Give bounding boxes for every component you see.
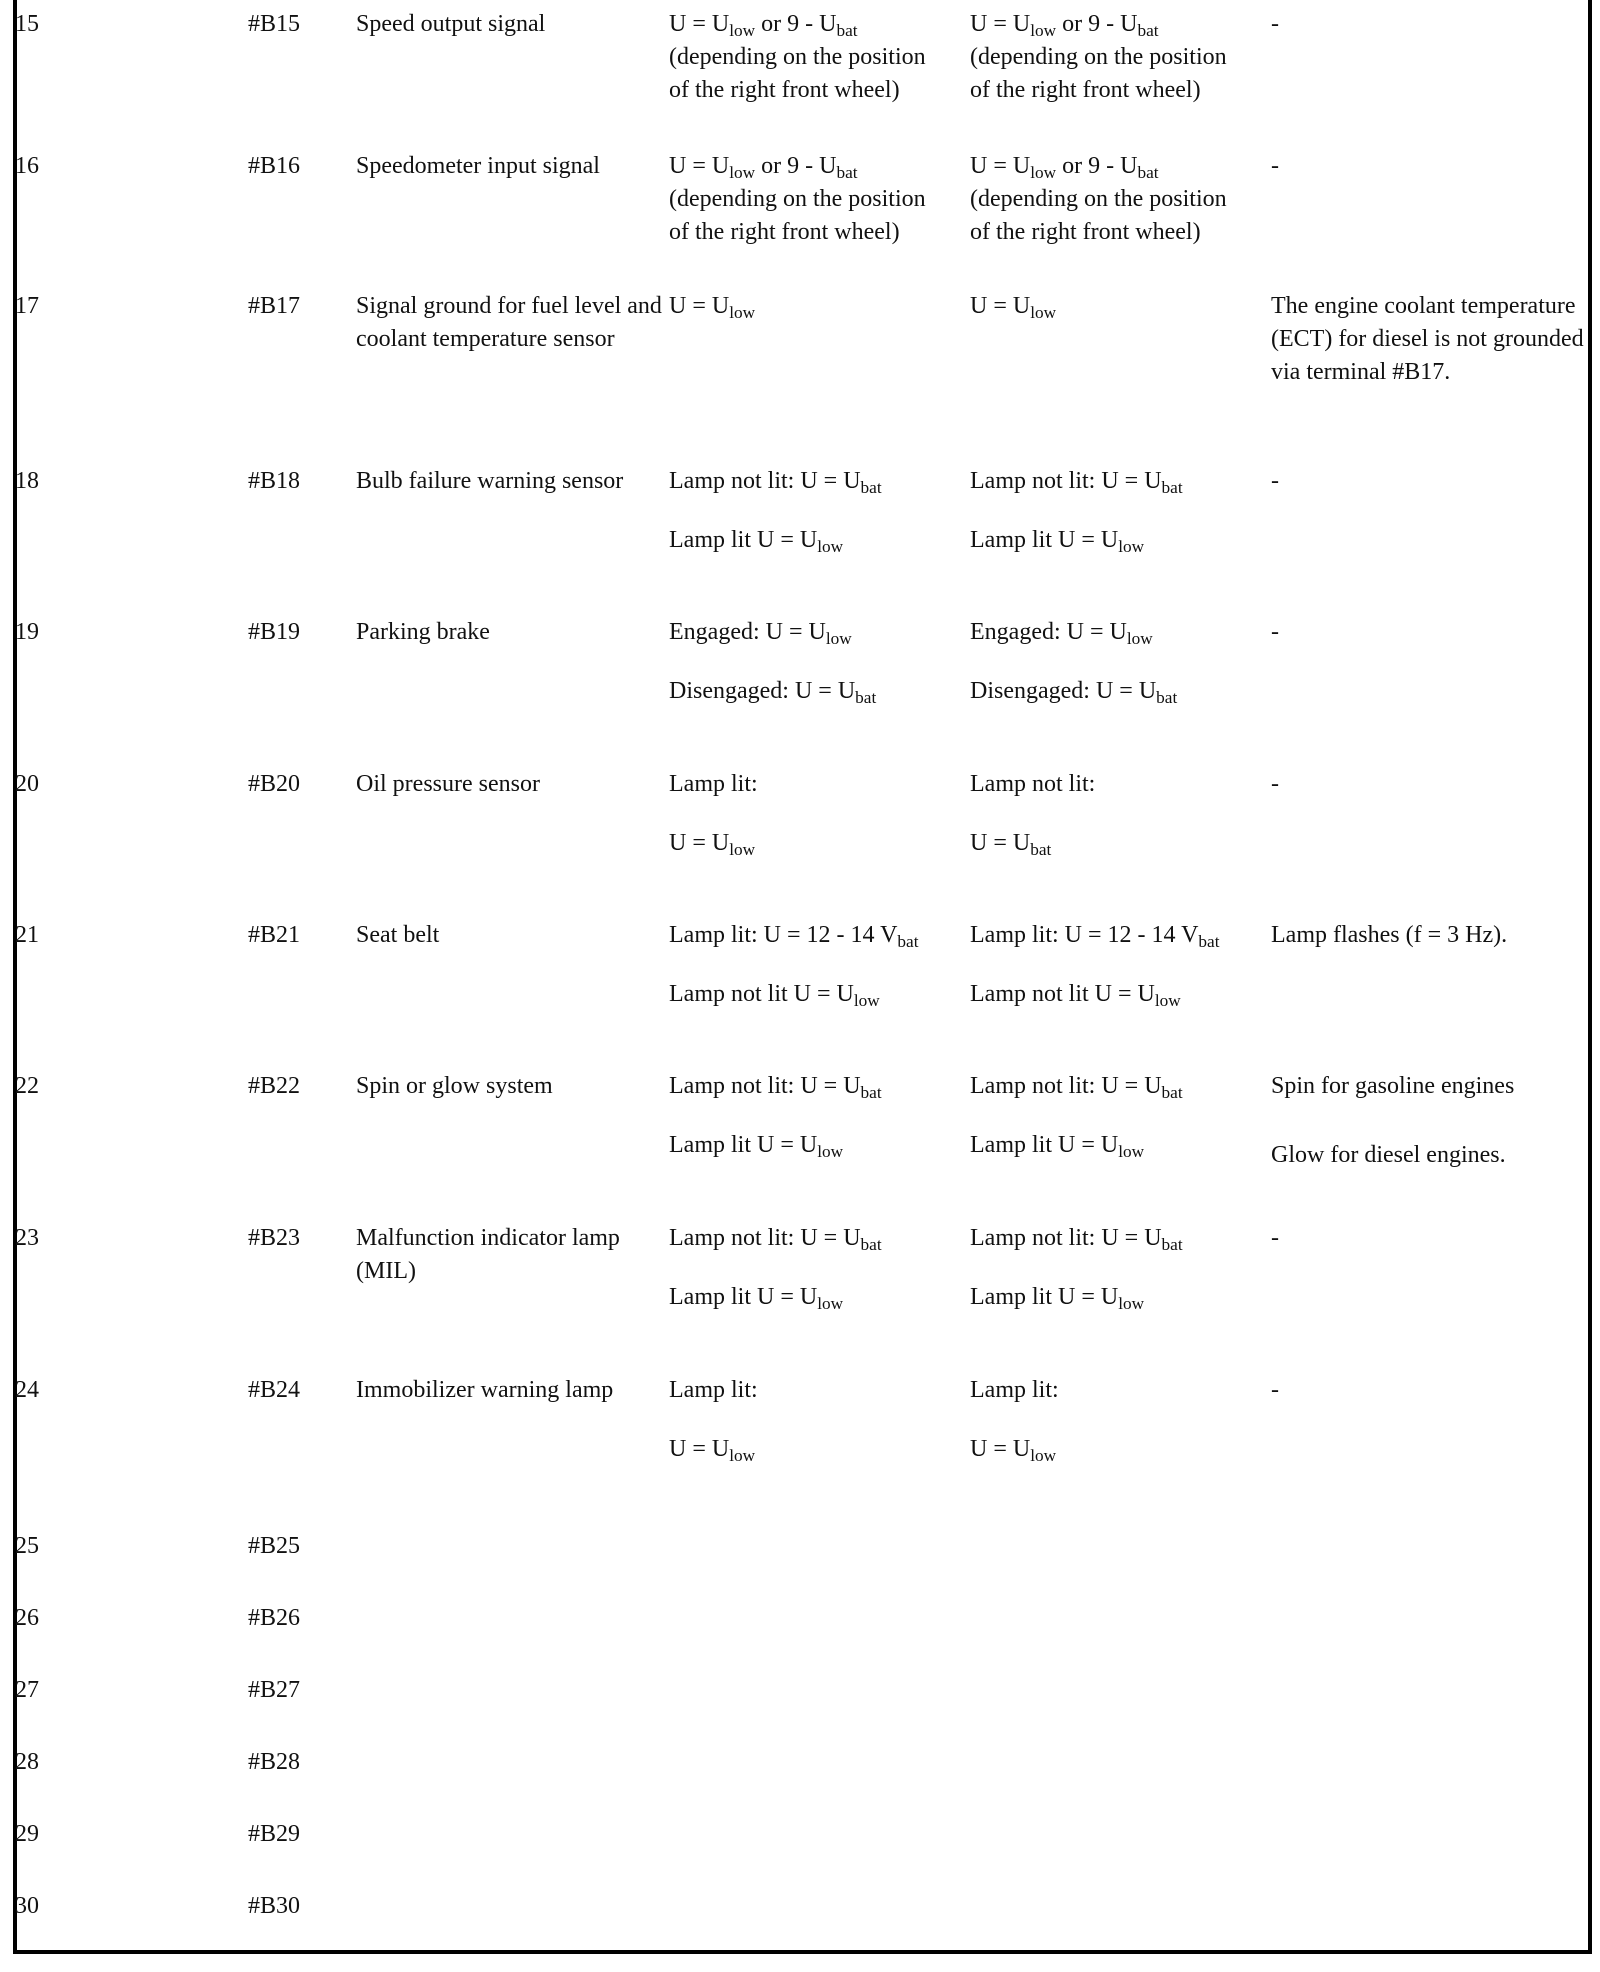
value-line bbox=[669, 1433, 969, 1466]
pin-number: 24 bbox=[15, 1377, 39, 1403]
value-line bbox=[669, 1222, 969, 1255]
value-line-text: Lamp not lit: U = U bbox=[970, 1073, 1162, 1099]
value-line-text: U = U bbox=[669, 293, 730, 319]
value-line-text: Engaged: U = U bbox=[669, 619, 826, 645]
remarks bbox=[1271, 1222, 1589, 1255]
pin-number: 15 bbox=[15, 11, 39, 37]
value-line-text: (depending on the position bbox=[970, 186, 1227, 212]
terminal-id: #B16 bbox=[248, 153, 301, 179]
value-line bbox=[970, 1433, 1270, 1466]
value-line-subscript: bat bbox=[855, 687, 877, 707]
value-line bbox=[669, 919, 969, 952]
value-line-subscript: low bbox=[1118, 1293, 1145, 1313]
value-line bbox=[669, 41, 969, 74]
value-line-subscript: low bbox=[817, 1293, 844, 1313]
terminal-id: #B30 bbox=[248, 1893, 301, 1919]
value-line-text: Lamp not lit: U = U bbox=[669, 1073, 861, 1099]
value-line bbox=[970, 1374, 1270, 1407]
terminal-id: #B15 bbox=[248, 11, 301, 37]
value-line bbox=[669, 616, 969, 649]
value-line bbox=[669, 978, 969, 1011]
pin-number: 25 bbox=[15, 1533, 39, 1559]
signal-description: Oil pressure sensor bbox=[356, 771, 540, 797]
signal-description: Seat belt bbox=[356, 922, 440, 948]
terminal-id: #B24 bbox=[248, 1377, 301, 1403]
value-cell-b bbox=[970, 8, 1270, 107]
value-cell-b bbox=[970, 919, 1270, 1011]
value-line-subscript: bat bbox=[897, 931, 919, 951]
value-line-text: (depending on the position bbox=[970, 44, 1227, 70]
remark-text: Spin for gasoline engines bbox=[1271, 1073, 1515, 1099]
value-line-text: U = U bbox=[669, 11, 730, 37]
terminal-id: #B20 bbox=[248, 771, 301, 797]
value-line-subscript: bat bbox=[860, 1234, 882, 1254]
value-line bbox=[970, 1281, 1270, 1314]
pin-number: 22 bbox=[15, 1073, 39, 1099]
remarks bbox=[1271, 150, 1589, 183]
value-line-subscript: low bbox=[853, 990, 880, 1010]
value-line bbox=[970, 150, 1270, 183]
signal-description: Signal ground for fuel level and coolant temperature sensor bbox=[356, 293, 662, 352]
value-cell-a bbox=[669, 150, 969, 249]
value-line bbox=[970, 919, 1270, 952]
value-line-text: Lamp lit: bbox=[669, 1377, 758, 1403]
value-line-text: Lamp lit: bbox=[669, 771, 758, 797]
value-line-subscript: bat bbox=[1030, 839, 1052, 859]
value-line bbox=[669, 8, 969, 41]
value-line-text: Lamp lit U = U bbox=[669, 1284, 818, 1310]
value-line-subscript: low bbox=[729, 839, 756, 859]
value-line-text: Lamp not lit U = U bbox=[970, 981, 1155, 1007]
value-line-text: U = U bbox=[970, 293, 1031, 319]
signal-description: Parking brake bbox=[356, 619, 490, 645]
value-line-subscript: low bbox=[1118, 1141, 1145, 1161]
value-line-text: Lamp not lit: U = U bbox=[970, 1225, 1162, 1251]
value-cell-b bbox=[970, 150, 1270, 249]
value-line-subscript: low bbox=[817, 1141, 844, 1161]
value-line-subscript: low bbox=[1126, 628, 1153, 648]
value-line-text: Lamp lit: U = 12 - 14 V bbox=[669, 922, 898, 948]
pin-number: 28 bbox=[15, 1749, 39, 1775]
value-line-subscript: bat bbox=[1156, 687, 1178, 707]
value-line bbox=[970, 616, 1270, 649]
remarks bbox=[1271, 1070, 1589, 1172]
value-line-text: U = U bbox=[970, 153, 1031, 179]
value-line-text: Lamp not lit: U = U bbox=[970, 468, 1162, 494]
value-line-subscript: bat bbox=[1198, 931, 1220, 951]
value-line-text-rest: or 9 - U bbox=[1056, 153, 1138, 179]
terminal-id: #B25 bbox=[248, 1533, 301, 1559]
remark-text: - bbox=[1271, 468, 1279, 494]
value-line-subscript: low bbox=[1030, 162, 1057, 182]
remark-text: - bbox=[1271, 771, 1279, 797]
value-line-text: Lamp lit U = U bbox=[970, 1284, 1119, 1310]
value-cell-b bbox=[970, 1070, 1270, 1162]
signal-description: Immobilizer warning lamp bbox=[356, 1377, 614, 1403]
pin-number: 16 bbox=[15, 153, 39, 179]
value-line-subscript: low bbox=[729, 302, 756, 322]
value-line-subscript: low bbox=[1154, 990, 1181, 1010]
value-line bbox=[970, 1222, 1270, 1255]
value-cell-b bbox=[970, 290, 1270, 323]
value-line-subscript: bat bbox=[1161, 1234, 1183, 1254]
value-line-subscript: bat bbox=[860, 477, 882, 497]
pin-number: 23 bbox=[15, 1225, 39, 1251]
value-line bbox=[970, 978, 1270, 1011]
terminal-id: #B21 bbox=[248, 922, 301, 948]
remark-text: - bbox=[1271, 619, 1279, 645]
value-line-text: of the right front wheel) bbox=[669, 77, 900, 103]
value-cell-a bbox=[669, 1374, 969, 1466]
signal-description: Speedometer input signal bbox=[356, 153, 600, 179]
value-cell-a bbox=[669, 1222, 969, 1314]
signal-description: Speed output signal bbox=[356, 11, 546, 37]
remarks bbox=[1271, 290, 1589, 389]
value-line-text: Lamp not lit: bbox=[970, 771, 1096, 797]
remarks bbox=[1271, 8, 1589, 41]
value-line-text: Disengaged: U = U bbox=[669, 678, 856, 704]
value-line bbox=[970, 183, 1270, 216]
pin-number: 17 bbox=[15, 293, 39, 319]
value-line-subscript-2: bat bbox=[836, 162, 858, 182]
value-line bbox=[669, 183, 969, 216]
terminal-id: #B26 bbox=[248, 1605, 301, 1631]
value-cell-b bbox=[970, 465, 1270, 557]
value-line-text-rest: or 9 - U bbox=[1056, 11, 1138, 37]
value-line bbox=[669, 465, 969, 498]
value-line-subscript: bat bbox=[1161, 1082, 1183, 1102]
remark-text: - bbox=[1271, 153, 1279, 179]
value-line-subscript: low bbox=[729, 162, 756, 182]
signal-description: Malfunction indicator lamp (MIL) bbox=[356, 1225, 620, 1284]
value-line-subscript-2: bat bbox=[1137, 20, 1159, 40]
value-line-text: U = U bbox=[669, 830, 730, 856]
remarks bbox=[1271, 919, 1589, 952]
remarks bbox=[1271, 768, 1589, 801]
pin-number: 18 bbox=[15, 468, 39, 494]
value-cell-b bbox=[970, 1222, 1270, 1314]
value-line-text: Lamp not lit: U = U bbox=[669, 468, 861, 494]
value-line bbox=[669, 216, 969, 249]
value-line bbox=[970, 290, 1270, 323]
pin-number: 30 bbox=[15, 1893, 39, 1919]
value-cell-a bbox=[669, 1070, 969, 1162]
value-line bbox=[970, 524, 1270, 557]
value-line-text: U = U bbox=[669, 1436, 730, 1462]
value-line bbox=[669, 1129, 969, 1162]
value-line-text: U = U bbox=[669, 153, 730, 179]
value-line-text: of the right front wheel) bbox=[669, 219, 900, 245]
value-line-subscript: low bbox=[729, 20, 756, 40]
value-line bbox=[970, 1070, 1270, 1103]
pin-number: 19 bbox=[15, 619, 39, 645]
value-line-text: Lamp lit: U = 12 - 14 V bbox=[970, 922, 1199, 948]
value-line-text: Lamp not lit U = U bbox=[669, 981, 854, 1007]
value-line-text-rest: or 9 - U bbox=[755, 153, 837, 179]
value-line-subscript: low bbox=[729, 1445, 756, 1465]
value-line-subscript: bat bbox=[1161, 477, 1183, 497]
value-cell-b bbox=[970, 616, 1270, 708]
value-line-text: U = U bbox=[970, 1436, 1031, 1462]
remark-text: - bbox=[1271, 11, 1279, 37]
remark-text-2: Glow for diesel engines. bbox=[1271, 1142, 1506, 1168]
value-line-text: of the right front wheel) bbox=[970, 77, 1201, 103]
value-line bbox=[970, 1129, 1270, 1162]
value-line-text: Lamp lit U = U bbox=[669, 527, 818, 553]
value-line-text: Lamp lit U = U bbox=[970, 1132, 1119, 1158]
value-line-text: of the right front wheel) bbox=[970, 219, 1201, 245]
terminal-id: #B28 bbox=[248, 1749, 301, 1775]
value-line bbox=[970, 675, 1270, 708]
value-line bbox=[970, 827, 1270, 860]
value-line bbox=[669, 675, 969, 708]
value-line-text: (depending on the position bbox=[669, 44, 926, 70]
value-line-text: U = U bbox=[970, 11, 1031, 37]
value-cell-b bbox=[970, 768, 1270, 860]
value-cell-a bbox=[669, 616, 969, 708]
value-cell-a bbox=[669, 919, 969, 1011]
value-line-text: Lamp not lit: U = U bbox=[669, 1225, 861, 1251]
value-cell-a bbox=[669, 290, 969, 323]
value-line bbox=[970, 465, 1270, 498]
value-line-subscript: bat bbox=[860, 1082, 882, 1102]
value-line bbox=[970, 41, 1270, 74]
value-line-text-rest: or 9 - U bbox=[755, 11, 837, 37]
value-line-text: Disengaged: U = U bbox=[970, 678, 1157, 704]
signal-description: Bulb failure warning sensor bbox=[356, 468, 624, 494]
value-line bbox=[669, 524, 969, 557]
value-line bbox=[970, 8, 1270, 41]
value-cell-a bbox=[669, 465, 969, 557]
remarks bbox=[1271, 465, 1589, 498]
value-line bbox=[669, 827, 969, 860]
terminal-id: #B18 bbox=[248, 468, 301, 494]
signal-description: Spin or glow system bbox=[356, 1073, 553, 1099]
remarks bbox=[1271, 1374, 1589, 1407]
value-line bbox=[970, 74, 1270, 107]
value-line bbox=[669, 1070, 969, 1103]
value-line bbox=[669, 768, 969, 801]
remark-text: - bbox=[1271, 1225, 1279, 1251]
pin-number: 21 bbox=[15, 922, 39, 948]
pin-number: 27 bbox=[15, 1677, 39, 1703]
terminal-id: #B23 bbox=[248, 1225, 301, 1251]
value-line bbox=[669, 74, 969, 107]
terminal-id: #B27 bbox=[248, 1677, 301, 1703]
value-line bbox=[970, 216, 1270, 249]
value-line-text: Lamp lit: bbox=[970, 1377, 1059, 1403]
terminal-id: #B29 bbox=[248, 1821, 301, 1847]
value-cell-a bbox=[669, 8, 969, 107]
value-cell-b bbox=[970, 1374, 1270, 1466]
value-line-subscript-2: bat bbox=[836, 20, 858, 40]
value-line-text: Lamp lit U = U bbox=[970, 527, 1119, 553]
value-line-text: U = U bbox=[970, 830, 1031, 856]
value-cell-a bbox=[669, 768, 969, 860]
value-line-subscript: low bbox=[1030, 20, 1057, 40]
value-line-text: Lamp lit U = U bbox=[669, 1132, 818, 1158]
value-line bbox=[669, 150, 969, 183]
terminal-id: #B22 bbox=[248, 1073, 301, 1099]
value-line-text: (depending on the position bbox=[669, 186, 926, 212]
value-line-subscript: low bbox=[817, 536, 844, 556]
pin-number: 26 bbox=[15, 1605, 39, 1631]
terminal-id: #B19 bbox=[248, 619, 301, 645]
value-line bbox=[669, 290, 969, 323]
value-line-subscript: low bbox=[1030, 302, 1057, 322]
remark-text: Lamp flashes (f = 3 Hz). bbox=[1271, 922, 1508, 948]
remark-text: - bbox=[1271, 1377, 1279, 1403]
remark-text: The engine coolant temperature (ECT) for diesel is not grounded via terminal #B17. bbox=[1271, 293, 1584, 385]
value-line bbox=[669, 1281, 969, 1314]
value-line bbox=[970, 768, 1270, 801]
remarks bbox=[1271, 616, 1589, 649]
terminal-id: #B17 bbox=[248, 293, 301, 319]
value-line bbox=[669, 1374, 969, 1407]
value-line-subscript: low bbox=[1030, 1445, 1057, 1465]
pin-number: 20 bbox=[15, 771, 39, 797]
value-line-text: Engaged: U = U bbox=[970, 619, 1127, 645]
value-line-subscript: low bbox=[1118, 536, 1145, 556]
value-line-subscript-2: bat bbox=[1137, 162, 1159, 182]
value-line-subscript: low bbox=[825, 628, 852, 648]
pin-number: 29 bbox=[15, 1821, 39, 1847]
